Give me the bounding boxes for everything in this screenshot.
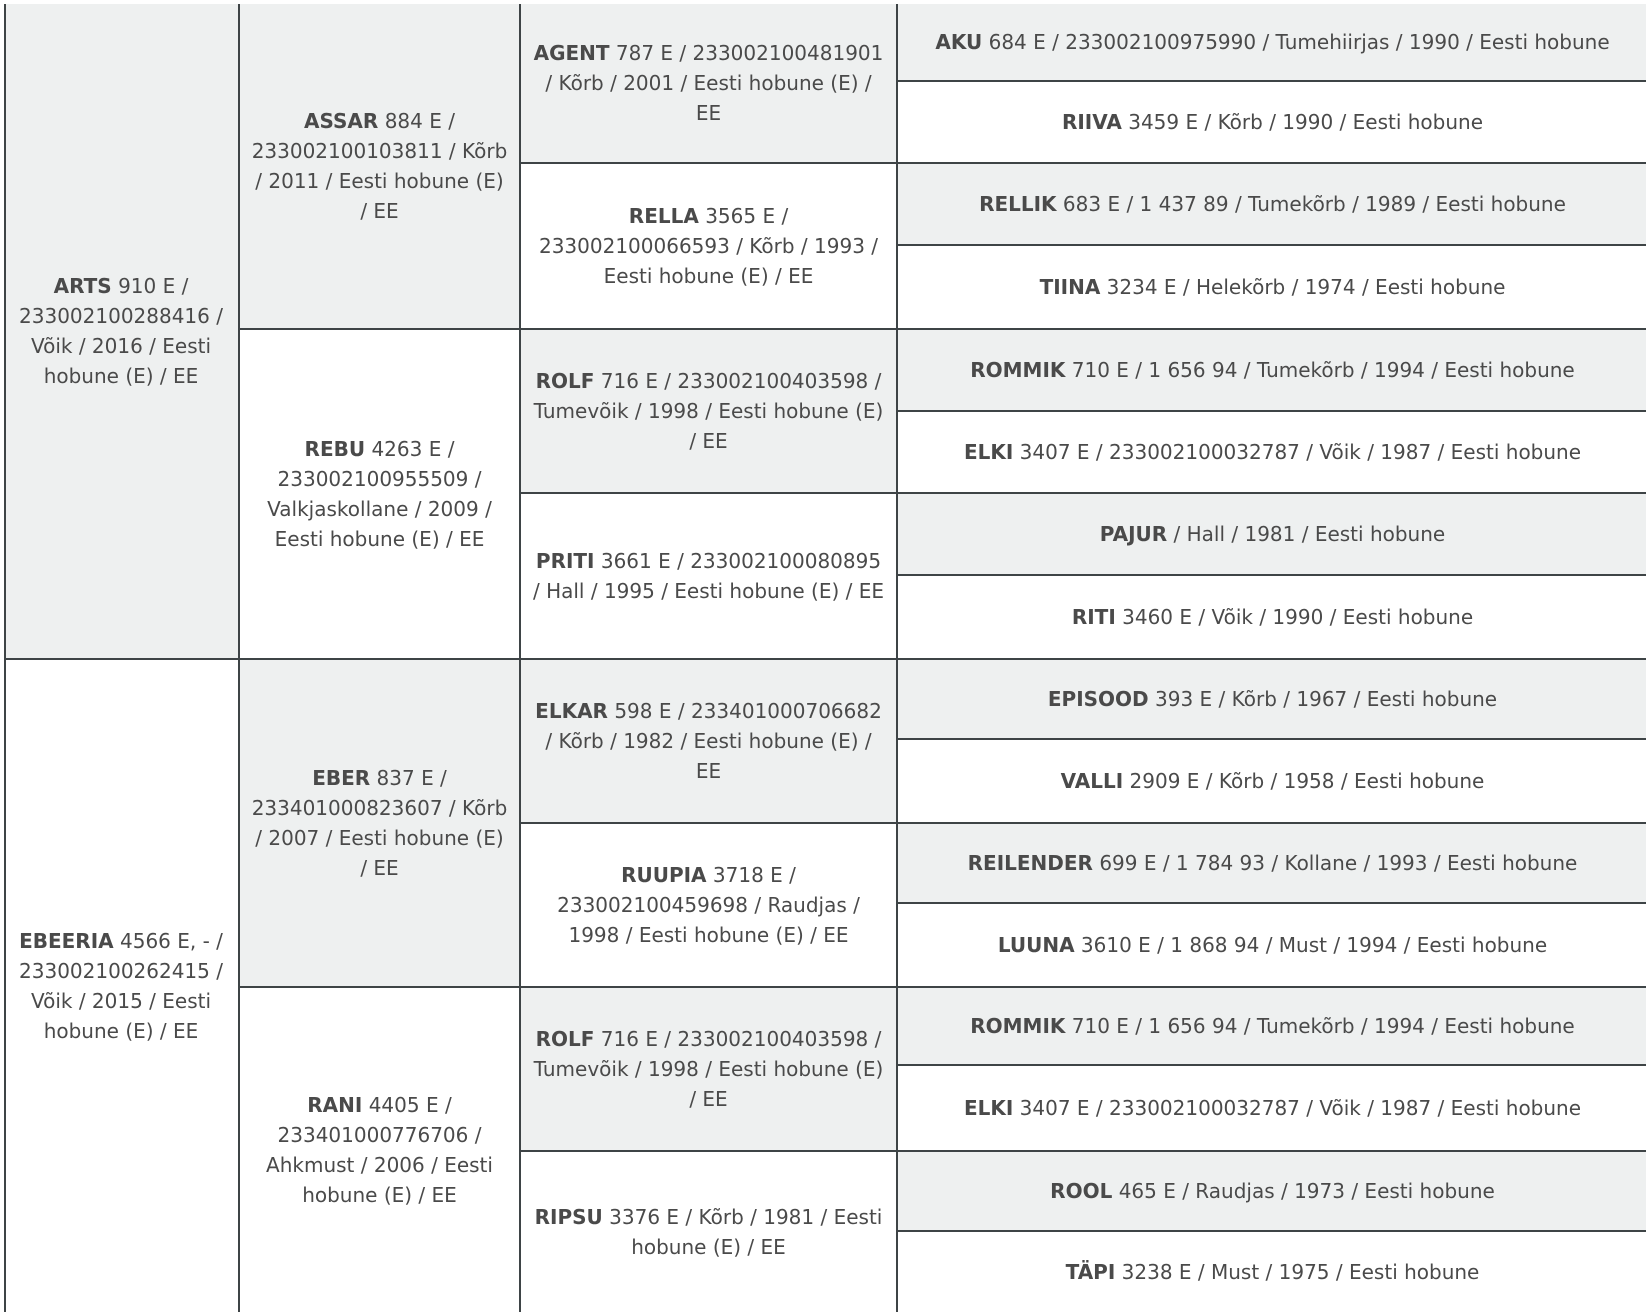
ancestor-cell <box>898 4 1646 82</box>
horse-info: 465 E / Raudjas / 1973 / Eesti hobune <box>1118 1179 1495 1203</box>
horse-name: RUUPIA <box>621 863 707 887</box>
horse-name: EBEERIA <box>19 929 114 953</box>
horse-name: PRITI <box>535 549 595 573</box>
horse-info: 910 E / 233002100288416 / Võik / 2016 / Eesti hobune (E) / EE <box>19 274 223 388</box>
horse-name: ROOL <box>1050 1179 1113 1203</box>
horse-info: 3376 E / Kõrb / 1981 / Eesti hobune (E) / EE <box>609 1205 883 1259</box>
horse-info: / Hall / 1981 / Eesti hobune <box>1173 522 1446 546</box>
great-grandparent-cell <box>521 330 896 494</box>
horse-name: PAJUR <box>1099 522 1168 546</box>
horse-info: 3718 E / 233002100459698 / Raudjas / 1998 / Eesti hobune (E) / EE <box>557 863 860 947</box>
sire-cell <box>4 4 238 660</box>
ancestor-cell <box>898 740 1646 824</box>
great-grandparent-cell <box>521 988 896 1152</box>
horse-name: RIIVA <box>1061 110 1122 134</box>
great-grandparent-cell <box>521 1152 896 1312</box>
great-grandparent-cell <box>521 4 896 164</box>
horse-name: ARTS <box>53 274 112 298</box>
horse-name: EBER <box>312 766 371 790</box>
horse-info: 710 E / 1 656 94 / Tumekõrb / 1994 / Eesti hobune <box>1071 1014 1575 1038</box>
horse-name: ROLF <box>535 369 595 393</box>
ancestor-cell <box>898 494 1646 576</box>
horse-info: 3459 E / Kõrb / 1990 / Eesti hobune <box>1128 110 1484 134</box>
great-grandparent-cell <box>521 824 896 988</box>
horse-name: RANI <box>307 1093 363 1117</box>
horse-name: RITI <box>1071 605 1116 629</box>
horse-name: ELKAR <box>535 699 608 723</box>
horse-name: RELLIK <box>979 192 1057 216</box>
ancestor-cell <box>898 1232 1646 1312</box>
grandparent-cell <box>240 988 519 1312</box>
horse-name: RIPSU <box>534 1205 603 1229</box>
horse-info: 4405 E / 233401000776706 / Ahkmust / 2006 / Eesti hobune (E) / EE <box>266 1093 493 1207</box>
horse-name: ASSAR <box>304 109 379 133</box>
horse-info: 3407 E / 233002100032787 / Võik / 1987 / Eesti hobune <box>1019 1096 1582 1120</box>
horse-info: 684 E / 233002100975990 / Tumehiirjas / 1990 / Eesti hobune <box>988 30 1610 54</box>
horse-info: 598 E / 233401000706682 / Kõrb / 1982 / Eesti hobune (E) / EE <box>545 699 882 783</box>
horse-info: 3460 E / Võik / 1990 / Eesti hobune <box>1122 605 1474 629</box>
grandparent-cell <box>240 330 519 660</box>
ancestor-cell <box>898 660 1646 740</box>
horse-info: 4566 E, - / 233002100262415 / Võik / 2015 / Eesti hobune (E) / EE <box>19 929 223 1043</box>
horse-info: 716 E / 233002100403598 / Tumevõik / 1998 / Eesti hobune (E) / EE <box>533 1027 884 1111</box>
horse-name: REILENDER <box>967 851 1093 875</box>
horse-info: 3565 E / 233002100066593 / Kõrb / 1993 / Eesti hobune (E) / EE <box>538 204 879 288</box>
grandparent-cell <box>240 4 519 330</box>
horse-info: 716 E / 233002100403598 / Tumevõik / 1998 / Eesti hobune (E) / EE <box>533 369 884 453</box>
horse-info: 3610 E / 1 868 94 / Must / 1994 / Eesti hobune <box>1080 933 1548 957</box>
grandparent-cell <box>240 660 519 988</box>
horse-info: 837 E / 233401000823607 / Kõrb / 2007 / Eesti hobune (E) / EE <box>251 766 508 880</box>
ancestor-cell <box>898 904 1646 988</box>
ancestor-cell <box>898 576 1646 660</box>
ancestor-cell <box>898 988 1646 1066</box>
horse-info: 4263 E / 233002100955509 / Valkjaskollane / 2009 / Eesti hobune (E) / EE <box>267 437 492 551</box>
horse-info: 3238 E / Must / 1975 / Eesti hobune <box>1121 1260 1480 1284</box>
horse-name: AKU <box>935 30 983 54</box>
horse-info: 3661 E / 233002100080895 / Hall / 1995 / Eesti hobune (E) / EE <box>532 549 884 603</box>
ancestor-cell <box>898 412 1646 494</box>
horse-name: ELKI <box>963 440 1014 464</box>
horse-name: ROMMIK <box>970 358 1066 382</box>
horse-info: 884 E / 233002100103811 / Kõrb / 2011 / Eesti hobune (E) / EE <box>251 109 508 223</box>
horse-name: VALLI <box>1060 769 1124 793</box>
column-divider <box>896 4 898 1312</box>
ancestor-cell <box>898 246 1646 330</box>
horse-info: 3234 E / Helekõrb / 1974 / Eesti hobune <box>1106 275 1506 299</box>
ancestor-cell <box>898 1152 1646 1232</box>
horse-info: 3407 E / 233002100032787 / Võik / 1987 / Eesti hobune <box>1019 440 1582 464</box>
column-divider <box>4 4 6 1312</box>
horse-info: 710 E / 1 656 94 / Tumekõrb / 1994 / Eesti hobune <box>1071 358 1575 382</box>
horse-info: 787 E / 233002100481901 / Kõrb / 2001 / Eesti hobune (E) / EE <box>545 41 884 125</box>
great-grandparent-cell <box>521 494 896 660</box>
great-grandparent-cell <box>521 164 896 330</box>
horse-info: 2909 E / Kõrb / 1958 / Eesti hobune <box>1129 769 1485 793</box>
horse-name: AGENT <box>533 41 610 65</box>
horse-name: TÄPI <box>1065 1260 1116 1284</box>
horse-name: ELKI <box>963 1096 1014 1120</box>
column-divider <box>519 4 521 1312</box>
great-grandparent-cell <box>521 660 896 824</box>
ancestor-cell <box>898 1066 1646 1152</box>
column-divider <box>238 4 240 1312</box>
ancestor-cell <box>898 824 1646 904</box>
horse-name: EPISOOD <box>1047 687 1149 711</box>
dam-cell <box>4 660 238 1312</box>
horse-info: 683 E / 1 437 89 / Tumekõrb / 1989 / Eesti hobune <box>1062 192 1566 216</box>
horse-name: RELLA <box>628 204 699 228</box>
horse-name: REBU <box>304 437 366 461</box>
horse-name: LUUNA <box>997 933 1075 957</box>
horse-info: 699 E / 1 784 93 / Kollane / 1993 / Eesti hobune <box>1099 851 1578 875</box>
horse-name: ROLF <box>535 1027 595 1051</box>
ancestor-cell <box>898 164 1646 246</box>
ancestor-cell <box>898 82 1646 164</box>
horse-name: ROMMIK <box>970 1014 1066 1038</box>
ancestor-cell <box>898 330 1646 412</box>
horse-name: TIINA <box>1039 275 1101 299</box>
horse-info: 393 E / Kõrb / 1967 / Eesti hobune <box>1155 687 1498 711</box>
